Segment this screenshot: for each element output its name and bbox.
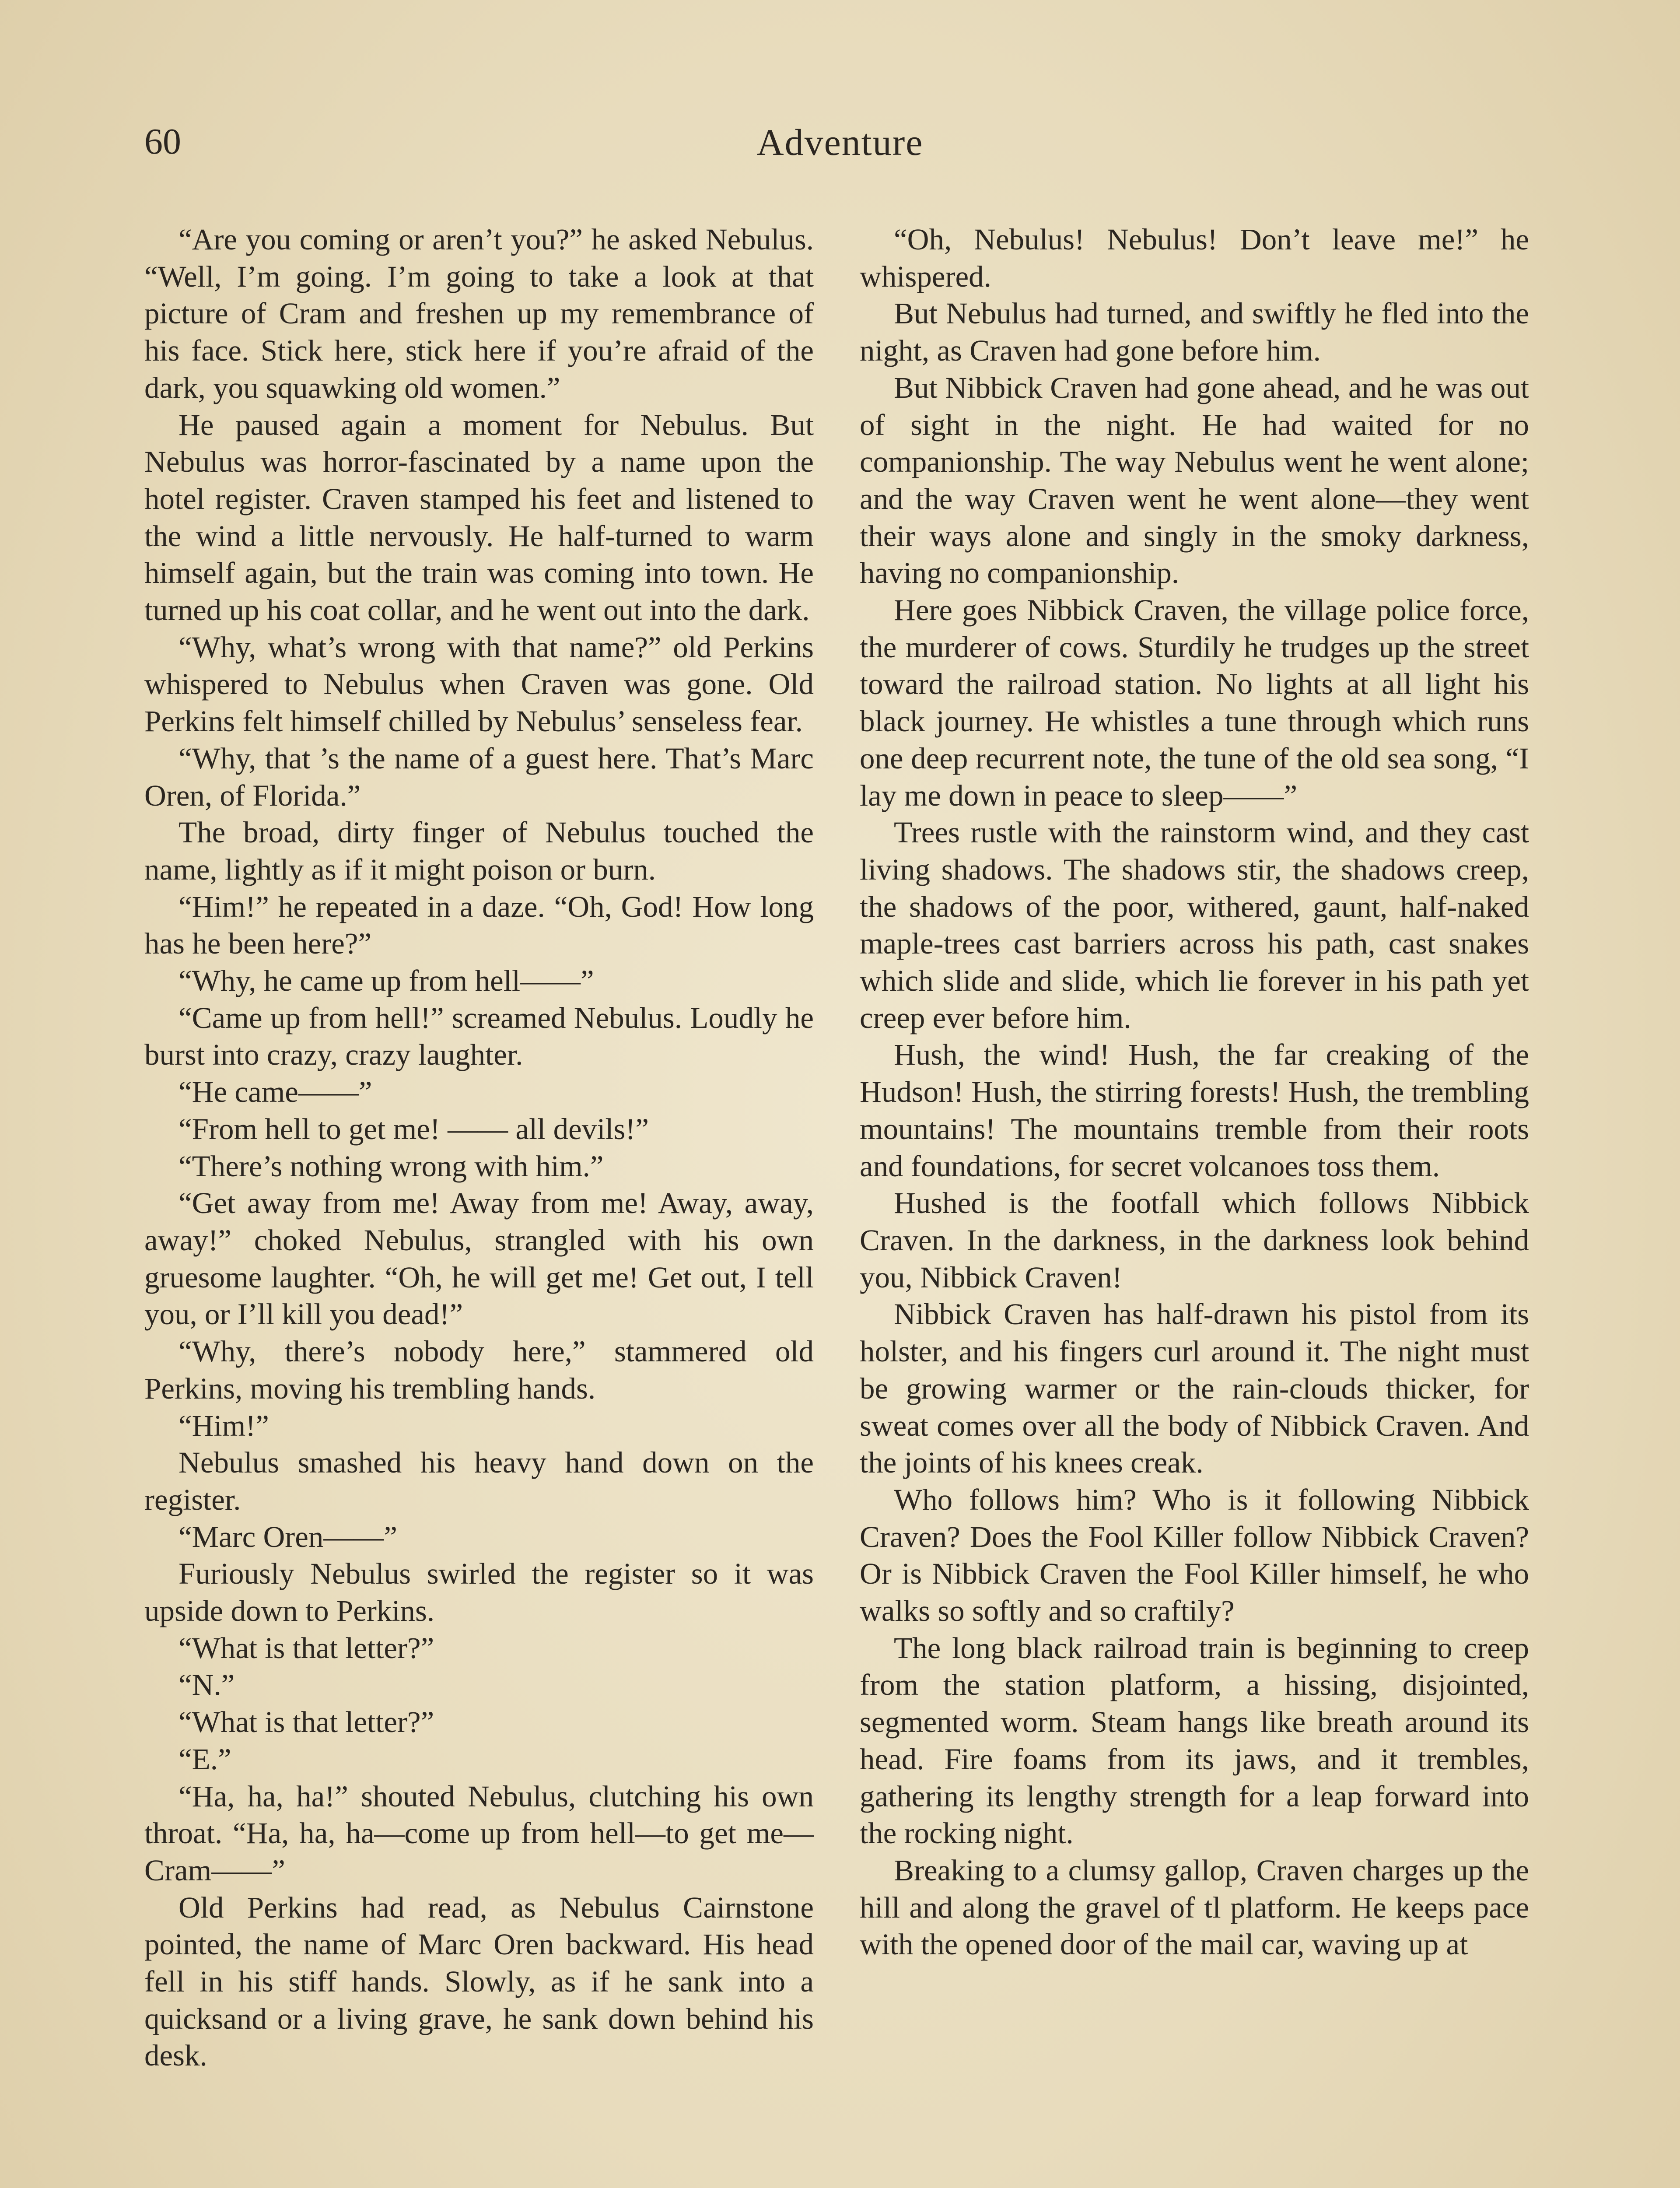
paragraph: Nebulus smashed his heavy hand down on the register. [144, 1446, 814, 1516]
paragraph: Old Perkins had read, as Nebulus Cairnstone pointed, the name of Marc Oren backward. His head fell in his stiff hands. Slowly, as if he sank into a quicksand or a living grave, he sank down behind his desk. [144, 1890, 814, 2072]
paragraph: “He came——” [178, 1075, 372, 1109]
paragraph: Here goes Nibbick Craven, the village police force, the murderer of cows. Sturdily he trudges up the street toward the railroad station. No lights at all light his black journey. He whistles a tune through which runs one deep recurrent note, the tune of the old sea song, “I lay me down in peace to sleep——” [860, 593, 1529, 812]
paragraph: But Nibbick Craven had gone ahead, and he was out of sight in the night. He had waited for no companionship. The way Nebulus went he went alone; and the way Craven went he went alone—they went their ways alone and singly in the smoky darkness, having no companionship. [860, 371, 1529, 590]
paragraph: But Nebulus had turned, and swiftly he fled into the night, as Craven had gone before him. [860, 297, 1529, 368]
paragraph: “Ha, ha, ha!” shouted Nebulus, clutching his own throat. “Ha, ha, ha—come up from hell—to get me—Cram——” [144, 1779, 814, 1887]
paragraph: Hushed is the footfall which follows Nibbick Craven. In the darkness, in the darkness look behind you, Nibbick Craven! [860, 1186, 1529, 1294]
paragraph: “Are you coming or aren’t you?” he asked Nebulus. “Well, I’m going. I’m going to take a look at that picture of Cram and freshen up my remembrance of his face. Stick here, stick here if you’re afraid of the dark, you squawking old women.” [144, 223, 814, 404]
paragraph: Hush, the wind! Hush, the far creaking of the Hudson! Hush, the stirring forests! Hush, the trembling mountains! The mountains tremble from their roots and foundations, for secret volcanoes toss them. [860, 1038, 1529, 1183]
paragraph: “Why, there’s nobody here,” stammered old Perkins, moving his trembling hands. [144, 1335, 814, 1405]
paragraph: “E.” [178, 1742, 231, 1776]
paragraph: “What is that letter?” [178, 1631, 434, 1665]
left-column [144, 221, 814, 2074]
right-column [860, 221, 1529, 1963]
paragraph: “Him!” [178, 1409, 269, 1442]
paragraph: “From hell to get me! —— all devils!” [178, 1112, 649, 1146]
paragraph: The broad, dirty finger of Nebulus touched the name, lightly as if it might poison or burn. [144, 816, 814, 886]
paragraph: The long black railroad train is beginning to creep from the station platform, a hissing, disjointed, segmented worm. Steam hangs like breath around its head. Fire foams from its jaws, and it trembles, gathering its lengthy strength for a leap forward into the rocking night. [860, 1631, 1529, 1850]
paragraph: He paused again a moment for Nebulus. But Nebulus was horror-fascinated by a name upon the hotel register. Craven stamped his feet and listened to the wind a little nervously. He half-turned to warm himself again, but the train was coming into town. He turned up his coat collar, and he went out into the dark. [144, 408, 814, 627]
paragraph: “Marc Oren——” [178, 1520, 398, 1553]
paragraph: “Him!” he repeated in a daze. “Oh, God! How long has he been here?” [144, 890, 814, 961]
paragraph: “Oh, Nebulus! Nebulus! Don’t leave me!” he whispered. [860, 223, 1529, 293]
paragraph: Breaking to a clumsy gallop, Craven charges up the hill and along the gravel of tl platform. He keeps pace with the opened door of the mail car, waving up at [860, 1853, 1529, 1961]
paragraph: “Came up from hell!” screamed Nebulus. Loudly he burst into crazy, crazy laughter. [144, 1001, 814, 1072]
paragraph: “What is that letter?” [178, 1705, 434, 1739]
paragraph: “N.” [178, 1668, 235, 1702]
paragraph: Who follows him? Who is it following Nibbick Craven? Does the Fool Killer follow Nibbick Craven? Or is Nibbick Craven the Fool Killer himself, he who walks so softly and so craftily? [860, 1483, 1529, 1628]
paragraph: “There’s nothing wrong with him.” [178, 1149, 604, 1183]
paragraph: “Why, what’s wrong with that name?” old Perkins whispered to Nebulus when Craven was gone. Old Perkins felt himself chilled by Nebulus’ senseless fear. [144, 630, 814, 738]
paragraph: Nibbick Craven has half-drawn his pistol from its holster, and his fingers curl around it. The night must be growing warmer or the rain-clouds thicker, for sweat comes over all the body of Nibbick Craven. And the joints of his knees creak. [860, 1297, 1529, 1480]
paragraph: “Get away from me! Away from me! Away, away, away!” choked Nebulus, strangled with his own gruesome laughter. “Oh, he will get me! Get out, I tell you, or I’ll kill you dead!” [144, 1186, 814, 1331]
paragraph: “Why, he came up from hell——” [178, 964, 594, 998]
page-number: 60 [144, 121, 181, 162]
paragraph: Furiously Nebulus swirled the register so it was upside down to Perkins. [144, 1557, 814, 1628]
paragraph: Trees rustle with the rainstorm wind, and they cast living shadows. The shadows stir, the shadows creep, the shadows of the poor, withered, gaunt, half-naked maple-trees cast barriers across his path, cast snakes which slide and slide, which lie forever in his path yet creep ever before him. [860, 816, 1529, 1034]
paragraph: “Why, that ’s the name of a guest here. That’s Marc Oren, of Florida.” [144, 741, 814, 812]
running-title: Adventure [756, 121, 924, 163]
